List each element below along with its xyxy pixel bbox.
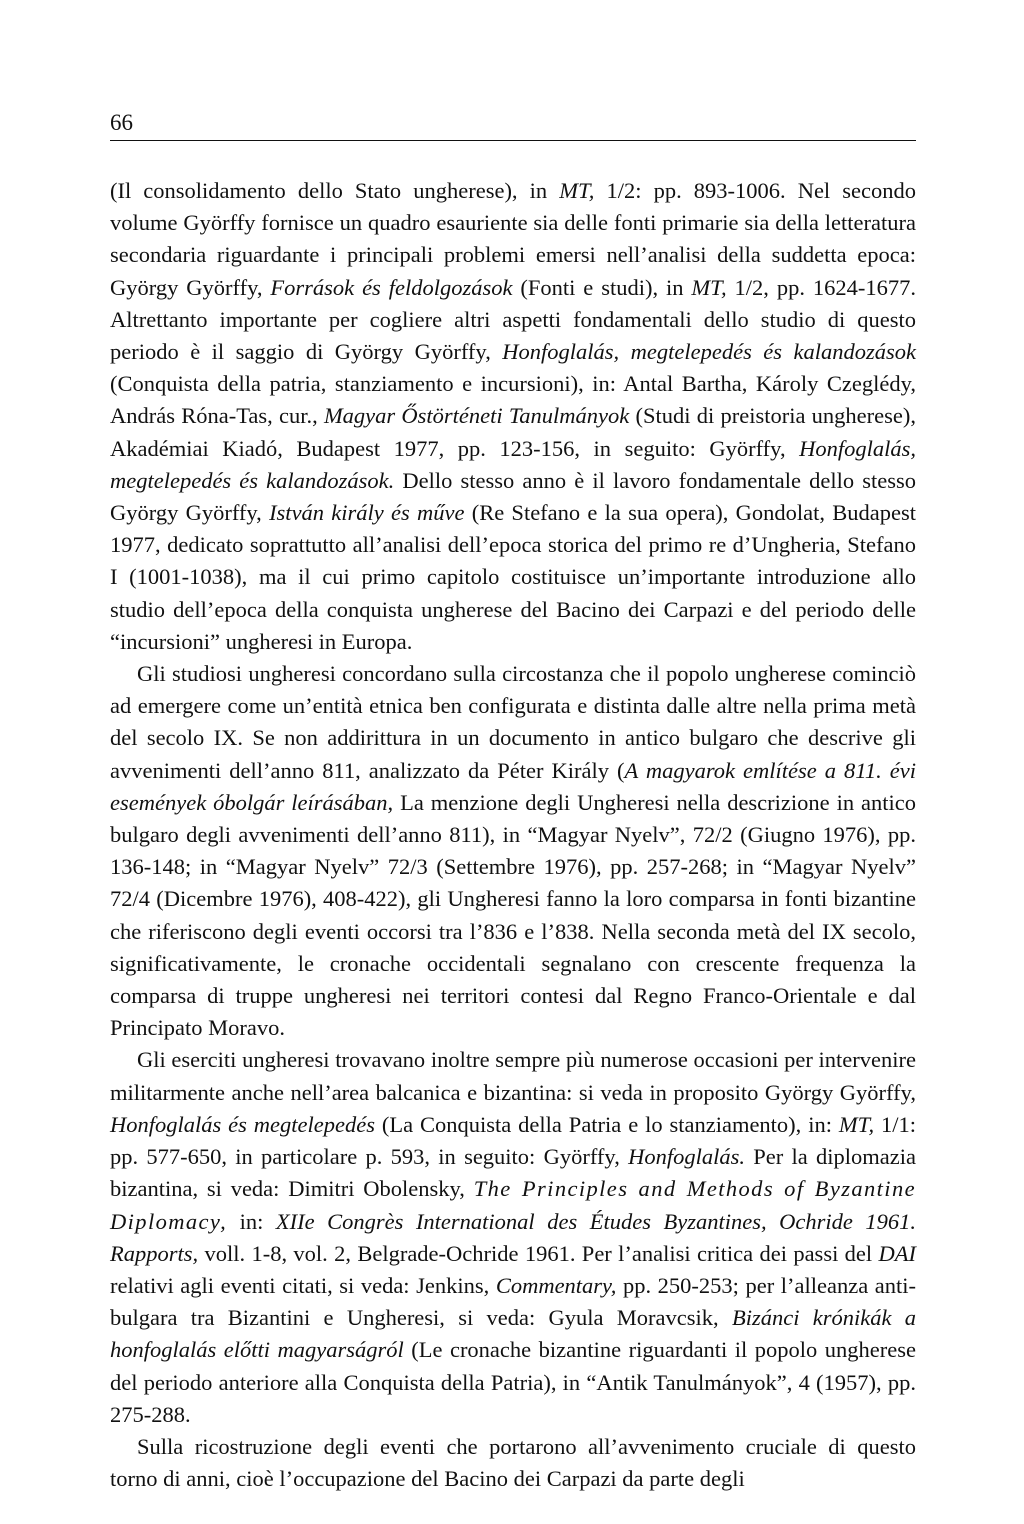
text-run: Per la diplomazia bizantina, si veda: Dimitri Obolensky, bbox=[110, 1144, 916, 1202]
italic-text: Honfoglalás, megtelepedés és kalandozások bbox=[502, 339, 916, 365]
text-run: (La Conquista della Patria e lo stanziamento), in: bbox=[375, 1111, 839, 1137]
text-run: (Re Stefano e la sua opera), Gondolat, Budapest 1977, dedicato soprattutto all’analisi dell’epoca storica del primo re d’Ungheria, Stefano I (1001-1038), ma il cui primo capitolo costituisce un’importante introduzione allo studio dell’epoca della conquista ungherese del Bacino dei Carpazi e del periodo delle “incursioni” ungheresi in Europa. bbox=[110, 500, 917, 654]
text-run: pp. 250-253; per l’alleanza anti-bulgara tra Bizantini e Ungheresi, si veda: Gyula Moravcsik, bbox=[110, 1272, 916, 1331]
text-run: Sulla ricostruzione degli eventi che portarono all’avvenimento cruciale di questo torno di anni, cioè l’occupazione del Bacino dei Carpazi da parte degli bbox=[110, 1433, 916, 1492]
text-run: Gli studiosi ungheresi concordano sulla circostanza che il popolo ungherese cominciò ad emergere come un’entità etnica ben configurata e distinta dalle altre nella prima metà del secolo IX. Se non addirittura in un documento in antico bulgaro che descrive gli avvenimenti dell’anno 811, analizzato da Péter Király ( bbox=[110, 661, 916, 783]
text-run: (Fonti e studi), in bbox=[512, 274, 692, 300]
text-run: 1/1: pp. 577-650, in particolare p. 593, in seguito: Györffy, bbox=[110, 1111, 916, 1170]
italic-text: István király és műve bbox=[269, 500, 465, 526]
text-run: La menzione degli Ungheresi nella descrizione in antico bulgaro degli avvenimenti dell’anno 811), in “Magyar Nyelv”, 72/2 (Giugno 1976), pp. 136-148; in “Magyar Nyelv” 72/3 (Settembre 1976), pp. 257-268; in “Magyar Nyelv” 72/4 (Dicembre 1976), 408-422), gli Ungheresi fanno la loro comparsa in fonti bizantine che riferiscono degli eventi occorsi tra l’836 e l’838. Nella seconda metà del IX secolo, significativamente, le cronache occidentali segnalano con crescente frequenza la comparsa di truppe ungheresi nei territori contesi dal Regno Franco-Orientale e dal Principato Moravo. bbox=[110, 789, 916, 1041]
italic-text: Honfoglalás. bbox=[628, 1144, 745, 1170]
italic-text: Commentary, bbox=[495, 1272, 617, 1298]
text-run: in: bbox=[227, 1208, 276, 1234]
italic-text: MT, bbox=[559, 178, 595, 203]
text-run: voll. 1-8, vol. 2, Belgrade-Ochride 1961. Per l’analisi critica dei passi del bbox=[198, 1240, 879, 1266]
italic-text: Bizánci krónikák a honfoglalás előtti magyarságról bbox=[110, 1305, 916, 1363]
italic-text: Honfoglalás és megtelepedés bbox=[110, 1111, 375, 1137]
text-run: (Conquista della patria, stanziamento e incursioni), in: Antal Bartha, Károly Czeglédy, András Róna-Tas, cur., bbox=[110, 371, 916, 429]
italic-text: Források és feldolgozások bbox=[270, 274, 513, 300]
italic-text: DAI bbox=[878, 1240, 916, 1266]
text-run: (Studi di preistoria ungherese), Akadémiai Kiadó, Budapest 1977, pp. 123-156, in seguito: Györffy, bbox=[110, 403, 917, 461]
paragraph bbox=[110, 658, 916, 1044]
body-text bbox=[110, 175, 916, 1495]
page-number: 66 bbox=[110, 110, 133, 135]
paragraph bbox=[110, 1431, 916, 1495]
italic-text: MT, bbox=[691, 274, 727, 300]
text-run: relativi agli eventi citati, si veda: Jenkins, bbox=[110, 1272, 496, 1298]
italic-text: A magyarok említése a 811. évi események óbolgár leírásában, bbox=[110, 757, 916, 815]
text-run: 1/2, pp. 1624-1677. Altrettanto importante per cogliere altri aspetti fondamentali dello studio di questo periodo è il saggio di György Györffy, bbox=[110, 274, 917, 365]
italic-text: MT, bbox=[838, 1111, 875, 1137]
text-run: Dello stesso anno è il lavoro fondamentale dello stesso György Györffy, bbox=[110, 467, 917, 526]
text-run: 1/2: pp. 893-1006. Nel secondo volume Györffy fornisce un quadro esauriente sia delle fonti primarie sia della letteratura secondaria riguardante i principali problemi emersi nell’analisi della suddetta epoca: György Györffy, bbox=[110, 178, 916, 300]
italic-text: Honfoglalás, megtelepedés és kalandozások. bbox=[110, 435, 916, 493]
page-header bbox=[110, 108, 916, 141]
text-run: (Le cronache bizantine riguardanti il popolo ungherese del periodo anteriore alla Conquista della Patria), in “Antik Tanulmányok”, 4 (1957), pp. 275-288. bbox=[110, 1337, 916, 1427]
italic-text: XIIe Congrès International des Études Byzantines, Ochride 1961. Rapports, bbox=[110, 1208, 916, 1266]
text-run: Gli eserciti ungheresi trovavano inoltre sempre più numerose occasioni per intervenire militarmente anche nell’area balcanica e bizantina: si veda in proposito György Györffy, bbox=[110, 1047, 916, 1105]
italic-text: The Principles and Methods of Byzantine Diplomacy, bbox=[110, 1176, 916, 1234]
paragraph bbox=[110, 1044, 916, 1430]
header-rule bbox=[110, 140, 916, 141]
paragraph bbox=[110, 175, 916, 658]
text-run: (Il consolidamento dello Stato ungherese), in bbox=[110, 178, 560, 203]
italic-text: Magyar Őstörténeti Tanulmányok bbox=[323, 403, 630, 429]
